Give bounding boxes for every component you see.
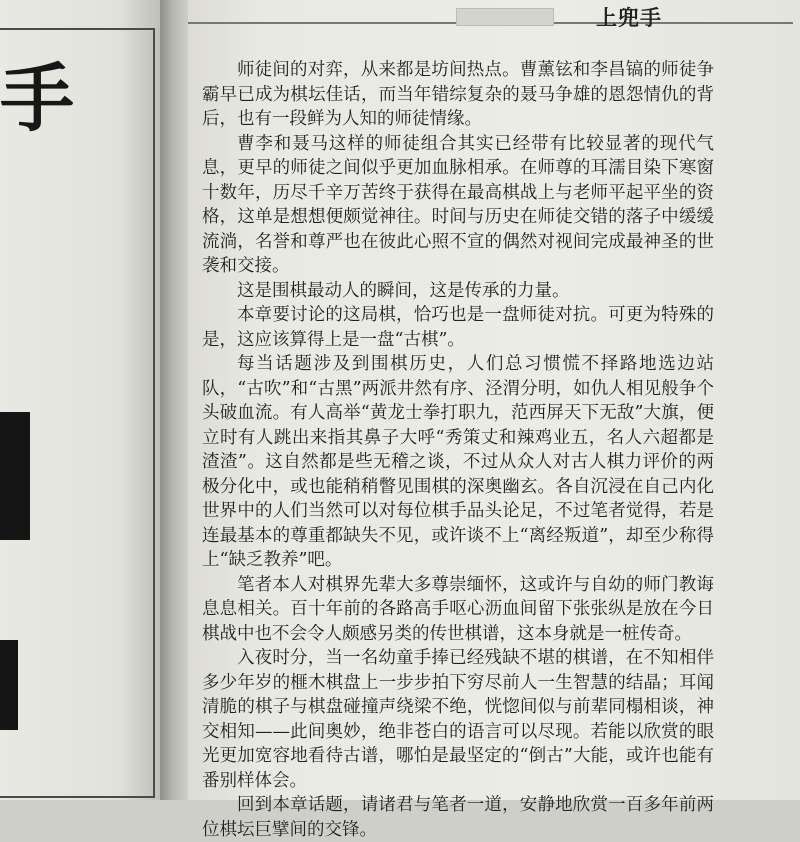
paragraph: 本章要讨论的这局棋，恰巧也是一盘师徒对抗。可更为特殊的是，这应该算得上是一盘“古棋”。 — [202, 305, 714, 350]
left-page-ink-block — [0, 412, 30, 540]
paragraph: 师徒间的对弈，从来都是坊间热点。曹薰铉和李昌镐的师徒争霸早已成为棋坛佳话，而当年错综复杂的聂马争雄的恩怨情仇的背后，也有一段鲜为人知的师徒情缘。 — [202, 60, 714, 129]
left-page-title-glyph: 手 — [0, 56, 74, 142]
paragraph: 入夜时分，当一名幼童手捧已经残缺不堪的棋谱，在不知相伴多少年岁的榧木棋盘上一步步拍下穷尽前人一生智慧的结晶；耳闻清脆的棋子与棋盘碰撞声绕梁不绝，恍惚间似与前辈同榻相谈，神交相知——此间奥妙，绝非苍白的语言可以尽现。若能以欣赏的眼光更加宽容地看待古谱，哪怕是最坚定的“倒古”大能，或许也能有番别样体会。 — [202, 648, 714, 791]
left-page — [0, 0, 168, 800]
paragraph: 笔者本人对棋界先辈大多尊崇缅怀，这或许与自幼的师门教诲息息相关。百十年前的各路高手呕心沥血间留下张张纵是放在今日棋战中也不会令人颇感另类的传世棋谱，这本身就是一桩传奇。 — [202, 574, 714, 644]
paragraph: 这是围棋最动人的瞬间，这是传承的力量。 — [237, 280, 570, 301]
header-ornament — [456, 8, 554, 26]
running-head: 上兜手 — [596, 5, 662, 30]
paragraph: 每当话题涉及到围棋历史，人们总习惯慌不择路地选边站队，“古吹”和“古黑”两派井然有序、泾渭分明，如仇人相见般争个头破血流。有人高举“黄龙士拳打职九，范西屏天下无敌”大旗，便立时有人跳出来指其鼻子大呼“秀策丈和辣鸡业五，名人六超都是渣渣”。这自然都是些无稽之谈，不过从众人对古人棋力评价的两极分化中，或也能稍稍瞥见围棋的深奥幽玄。各自沉浸在自己内化世界中的人们当然可以对每位棋手品头论足，不过笔者觉得，若是连最基本的尊重都缺失不见，或许谈不上“离经叛道”，却至少称得上“缺乏教养”吧。 — [202, 354, 714, 570]
paragraph: 曹李和聂马这样的师徒组合其实已经带有比较显著的现代气息，更早的师徒之间似乎更加血脉相承。在师尊的耳濡目染下寒窗十数年，历尽千辛万苦终于获得在最高棋战上与老师平起平坐的资格，这单是想想便颇觉神往。时间与历史在师徒交错的落子中缓缓流淌，名誉和尊严也在彼此心照不宣的偶然对视间完成最神圣的世袭和交接。 — [202, 133, 714, 276]
left-page-ink-block — [0, 640, 18, 730]
paragraph: 回到本章话题，请诸君与笔者一道，安静地欣赏一百多年前两位棋坛巨擘间的交锋。 — [202, 795, 714, 840]
body-text — [202, 58, 714, 842]
